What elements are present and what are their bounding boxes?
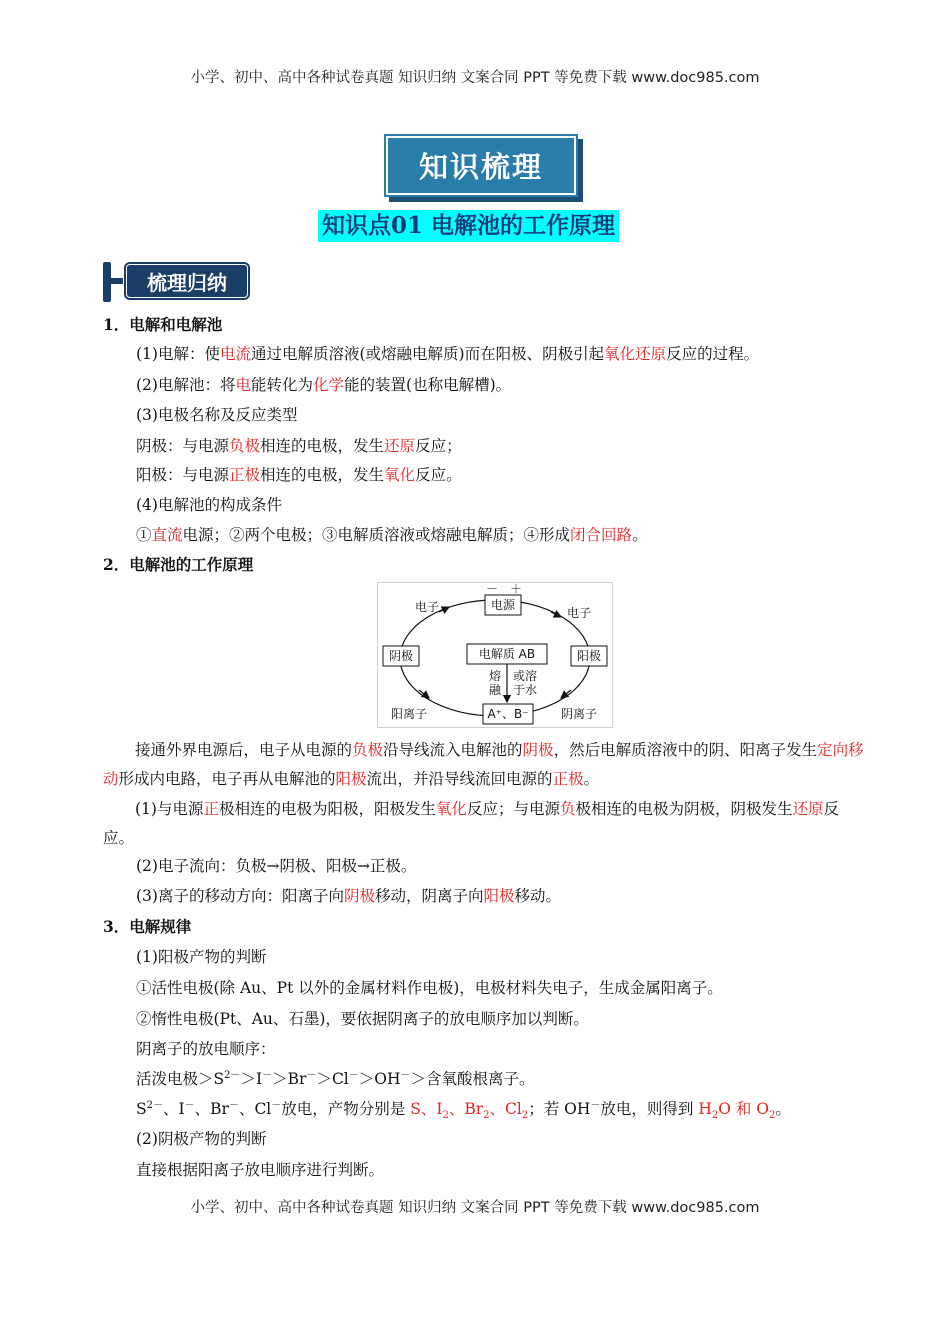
s1-line-cathode: 阴极：与电源负极相连的电极，发生还原反应； bbox=[136, 437, 462, 455]
s3-line-products: $S^{2-}$、I－、Br－、Cl－放电，产物分别是 S、$I_2$、$Br_2$、$Cl_2$；若 OH－放电，则得到 $H_2O$ 和 $O_2$。 bbox=[136, 1099, 791, 1122]
cation-label: 阳离子 bbox=[391, 707, 428, 721]
section-2-heading: 2．电解池的工作原理 bbox=[103, 555, 254, 574]
dissolve-label-2: 于水 bbox=[512, 683, 538, 697]
s1-line-conditions: (4)电解池的构成条件 bbox=[136, 496, 282, 514]
s3-line-discharge-order: 活泼电极$>S^{2-}>I^->Br^->Cl^->OH^->$含氧酸根离子。 bbox=[136, 1069, 535, 1088]
s3-line-cathode-products: (2)阴极产物的判断 bbox=[136, 1130, 267, 1148]
melt-label-2: 融 bbox=[488, 683, 502, 697]
s1-line-electrolysis: (1)电解：使电流通过电解质溶液(或熔融电解质)而在阳极、阴极引起氧化还原反应的过程。 bbox=[136, 345, 760, 363]
anion-label: 阴离子 bbox=[561, 707, 598, 721]
melt-label-1: 熔 bbox=[488, 669, 502, 683]
cathode-label: 阴极 bbox=[388, 649, 414, 663]
s3-line-discharge-order-title: 阴离子的放电顺序： bbox=[136, 1040, 276, 1058]
s1-line-anode: 阳极：与电源正极相连的电极，发生氧化反应。 bbox=[136, 466, 462, 484]
section-1-heading: 1．电解和电解池 bbox=[103, 315, 223, 334]
s3-line-inert-electrode: ②惰性电极(Pt、Au、石墨)，要依据阴离子的放电顺序加以判断。 bbox=[136, 1010, 589, 1028]
s2-paragraph-principle: 接通外界电源后，电子从电源的负极沿导线流入电解池的阴极，然后电解质溶液中的阴、阳离子发生定向移动形成内电路，电子再从电解池的阳极流出，并沿导线流回电源的正极。 bbox=[103, 741, 864, 788]
section-banner: 知识梳理 bbox=[386, 136, 576, 195]
page-footer: 小学、初中、高中各种试卷真题 知识归纳 文案合同 PPT 等免费下载 www.doc985.com bbox=[190, 1200, 760, 1216]
ions-label: A⁺、B⁻ bbox=[487, 707, 529, 721]
knowledge-point-title: 知识点01 电解池的工作原理 bbox=[318, 210, 619, 242]
s2-line-ion-movement: (3)离子的移动方向：阳离子向阴极移动，阴离子向阳极移动。 bbox=[136, 887, 562, 905]
s2-line-electron-flow: (2)电子流向：负极→阴极、阳极→正极。 bbox=[136, 857, 417, 875]
s3-line-cathode-rule: 直接根据阳离子放电顺序进行判断。 bbox=[136, 1161, 385, 1179]
plus-sign: ＋ bbox=[509, 582, 523, 596]
electron-left-label: 电子 bbox=[415, 600, 440, 614]
s3-line-anode-products: (1)阳极产物的判断 bbox=[136, 948, 267, 966]
s1-line-cell: (2)电解池：将电能转化为化学能的装置(也称电解槽)。 bbox=[136, 376, 512, 394]
tag-connector-decoration bbox=[109, 278, 123, 284]
electron-right-label: 电子 bbox=[567, 606, 592, 620]
summary-tag: 梳理归纳 bbox=[124, 262, 250, 300]
s3-line-active-electrode: ①活性电极(除 Au、Pt 以外的金属材料作电极)，电极材料失电子，生成金属阳离子。 bbox=[136, 979, 723, 997]
electrolysis-diagram bbox=[377, 582, 613, 728]
electrolyte-label: 电解质 AB bbox=[478, 647, 536, 661]
power-label: 电源 bbox=[490, 598, 516, 612]
s2-paragraph-electrodes: (1)与电源正极相连的电极为阳极，阳极发生氧化反应；与电源负极相连的电极为阴极，阴极发生还原反应。 bbox=[103, 800, 840, 847]
dissolve-label-1: 或溶 bbox=[512, 669, 538, 683]
anode-label: 阳极 bbox=[576, 649, 602, 663]
section-3-heading: 3．电解规律 bbox=[103, 917, 192, 936]
page-header: 小学、初中、高中各种试卷真题 知识归纳 文案合同 PPT 等免费下载 www.doc985.com bbox=[190, 70, 760, 86]
s1-line-condition-list: ①直流电源；②两个电极；③电解质溶液或熔融电解质；④形成闭合回路。 bbox=[136, 526, 648, 544]
minus-sign: － bbox=[485, 582, 499, 596]
s1-line-electrode-names: (3)电极名称及反应类型 bbox=[136, 406, 298, 424]
